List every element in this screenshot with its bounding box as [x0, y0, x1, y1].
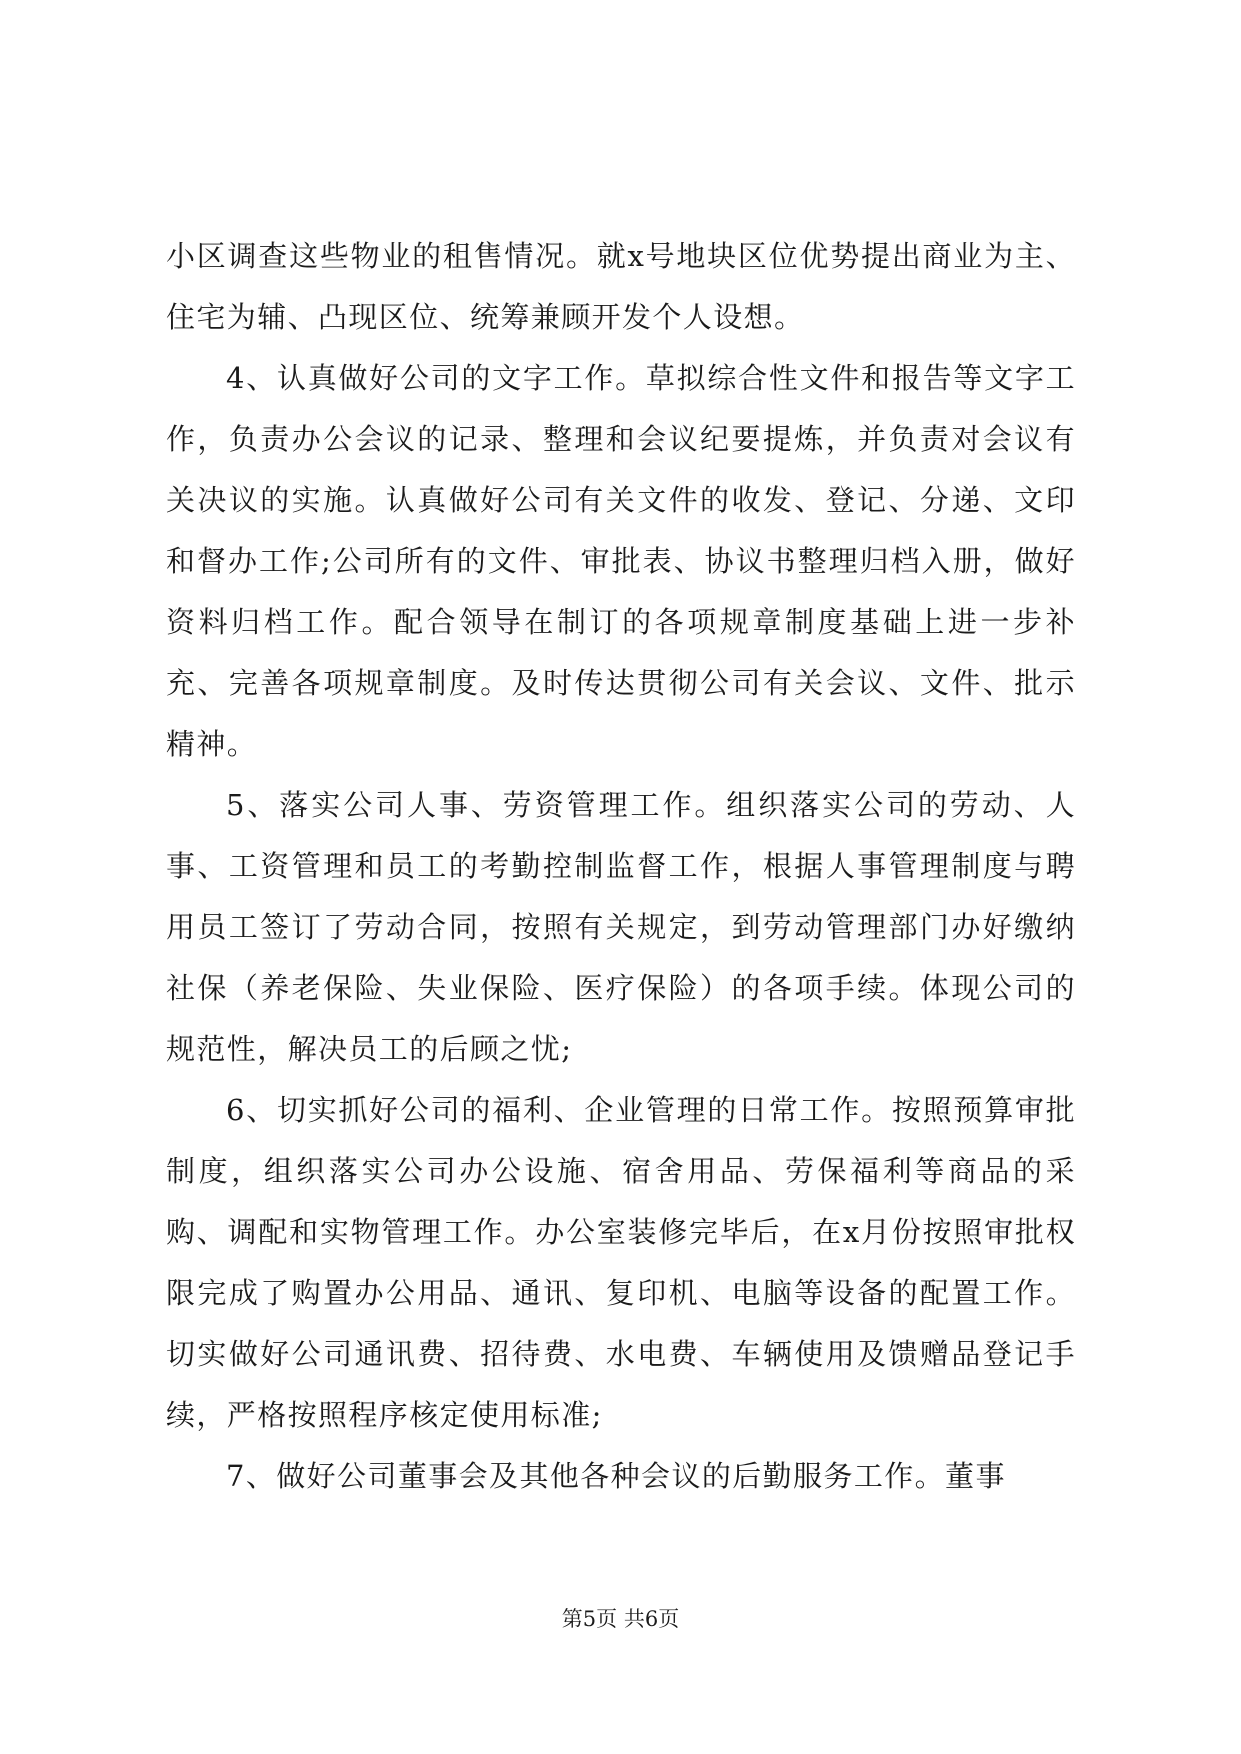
page-number-footer: 第5页 共6页 [561, 1607, 680, 1631]
paragraph-item-6: 6、切实抓好公司的福利、企业管理的日常工作。按照预算审批制度，组织落实公司办公设施、宿舍用品、劳保福利等商品的采购、调配和实物管理工作。办公室装修完毕后，在x月份按照审批权限完成了购置办公用品、通讯、复印机、电脑等设备的配置工作。切实做好公司通讯费、招待费、水电费、车辆使用及馈赠品登记手续，严格按照程序核定使用标准; [166, 1093, 1076, 1432]
paragraph-item-7: 7、做好公司董事会及其他各种会议的后勤服务工作。董事 [226, 1459, 1006, 1493]
paragraph-item-5: 5、落实公司人事、劳资管理工作。组织落实公司的劳动、人事、工资管理和员工的考勤控制监督工作，根据人事管理制度与聘用员工签订了劳动合同，按照有关规定，到劳动管理部门办好缴纳社保（养老保险、失业保险、医疗保险）的各项手续。体现公司的规范性，解决员工的后顾之忧; [166, 788, 1076, 1066]
paragraph-item-4: 4、认真做好公司的文字工作。草拟综合性文件和报告等文字工作，负责办公会议的记录、整理和会议纪要提炼，并负责对会议有关决议的实施。认真做好公司有关文件的收发、登记、分递、文印和督办工作;公司所有的文件、审批表、协议书整理归档入册，做好资料归档工作。配合领导在制订的各项规章制度基础上进一步补充、完善各项规章制度。及时传达贯彻公司有关会议、文件、批示精神。 [166, 361, 1076, 761]
paragraph-continuation: 小区调查这些物业的租售情况。就x号地块区位优势提出商业为主、住宅为辅、凸现区位、统筹兼顾开发个人设想。 [166, 239, 1076, 334]
document-body [166, 226, 1076, 1507]
